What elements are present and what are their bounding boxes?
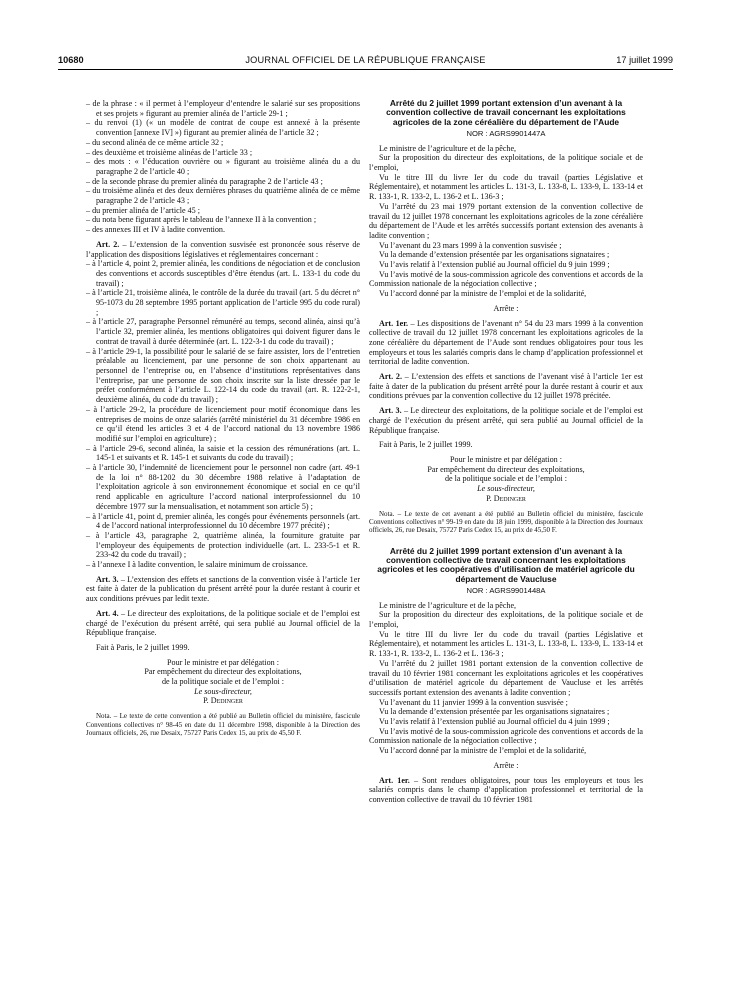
- article-label: Art. 1er.: [379, 775, 410, 785]
- paragraph: Vu l’avis relatif à l’extension publié au Journal officiel du 4 juin 1999 ;: [379, 717, 610, 727]
- article-3: [369, 406, 643, 435]
- signature-line: Par empêchement du directeur des exploitations,: [427, 464, 585, 474]
- right-column: [369, 99, 643, 805]
- arrete-vaucluse: [369, 547, 643, 805]
- article-1: [369, 776, 643, 805]
- article-label: Art. 3.: [96, 574, 119, 584]
- list-item: – à l’article 4, point 2, premier alinéa, les conditions de négociation et de conclusion des conventions et accords susceptibles d’être étendus (art. L. 133-1 du code du travail) ;: [86, 259, 360, 288]
- article-3: [86, 575, 360, 604]
- list-item: – à l’article 21, troisième alinéa, le contrôle de la durée du travail (art. 5 du décret n° 95-1073 du 28 septembre 1995 portant application de l’article 995 du code rural) ;: [86, 288, 360, 317]
- paragraph: Vu le titre III du livre Ier du code du travail (parties Législative et Réglementaire), et notamment les articles L. 131-3, L. 133-8, L. 133-9, L. 133-14 et R. 133-1, R. 133-2, L. 136-2 et L. 136-3 ;: [369, 172, 643, 202]
- article-label: Art. 2.: [379, 372, 402, 382]
- paragraph: Vu l’accord donné par la ministre de l’emploi et de la solidarité,: [379, 289, 587, 299]
- paragraph: Vu la demande d’extension présentée par les organisations signataires ;: [379, 707, 610, 717]
- list-item: – des deuxième et troisième alinéas de l’article 33 ;: [86, 147, 253, 157]
- nor-reference: NOR : AGRS9901447A: [466, 128, 546, 138]
- list-item: – à l’annexe I à ladite convention, le salaire minimum de croissance.: [86, 560, 308, 570]
- journal-title: JOURNAL OFFICIEL DE LA RÉPUBLIQUE FRANÇAISE: [245, 55, 486, 65]
- page-number: 10680: [58, 55, 84, 65]
- signatory-name: P. Dedinger: [203, 696, 243, 706]
- arrete-heading: Arrête :: [493, 303, 519, 313]
- article-text: – L’extension des effets et sanctions de l’avenant visé à l’article 1er est faite à dater de la publication du présent arrêté pour la durée restant à courir et aux conditions prévues par la convention collective du 12 juillet 1978 précitée.: [369, 372, 643, 401]
- list-item: – à l’article 29-6, second alinéa, la saisie et la cession des rémunérations (art. L. 145-1 et suivants et R. 145-1 et suivants du code du travail) ;: [86, 443, 360, 463]
- done-at: Fait à Paris, le 2 juillet 1999.: [379, 440, 473, 450]
- list-item: – des annexes III et IV à ladite convention.: [86, 225, 225, 235]
- nor-reference: NOR : AGRS9901448A: [466, 585, 546, 595]
- article-label: Art. 1er.: [379, 318, 409, 328]
- exclusions-list: [86, 99, 360, 235]
- paragraph: Vu l’arrêté du 2 juillet 1981 portant extension de la convention collective de travail du 10 février 1981 concernant les exploitations agricoles et les coopératives d’utilisation de matériel agricole du département de Vaucluse et les arrêtés successifs portant extension des avenants à ladite convention ;: [369, 658, 643, 697]
- article-text: – Les dispositions de l’avenant n° 54 du 23 mars 1999 à la convention collective de travail du 12 juillet 1978 concernant les exploitations agricoles de la zone céréalière du département de l’Aude sont rendues obligatoires pour tous les employeurs et tous les salariés compris dans le champ d’application professionnel et territorial de ladite convention.: [369, 318, 643, 367]
- paragraph: Vu la demande d’extension présentée par les organisations signataires ;: [379, 250, 610, 260]
- paragraph: Sur la proposition du directeur des exploitations, de la politique sociale et de l’emploi,: [369, 153, 643, 172]
- list-item: – des mots : « l’éducation ouvrière ou » figurant au troisième alinéa du a du paragraphe 2 de l’article 40 ;: [86, 157, 360, 176]
- arrete-heading: Arrête :: [493, 760, 519, 770]
- article-text: – Sont rendues obligatoires, pour tous les employeurs et tous les salariés compris dans le champ d’application professionnel et territorial de la convention collective de travail du 10 février 1981: [369, 775, 643, 804]
- arrete-aude: [369, 99, 643, 535]
- article-text: – L’extension de la convention susvisée est prononcée sous réserve de l’application des dispositions législatives et réglementaires concernant :: [86, 239, 360, 259]
- arrete-title: Arrêté du 2 juillet 1999 portant extension d’un avenant à la convention collective de travail concernant les exploitations agricoles de la zone céréalière du département de l’Aude: [386, 98, 626, 127]
- list-item: – à l’article 41, point d, premier alinéa, les congés pour événements personnels (art. 4 de l’accord national interprofessionnel du 10 décembre 1977 précité) ;: [86, 511, 360, 531]
- list-item: – du second alinéa de ce même article 32 ;: [86, 137, 224, 147]
- paragraph: Sur la proposition du directeur des exploitations, de la politique sociale et de l’emploi,: [369, 610, 643, 630]
- article-label: Art. 4.: [96, 608, 119, 618]
- article-2: [86, 240, 360, 259]
- signatory-title: Le sous-directeur,: [194, 686, 252, 696]
- list-item: – de la phrase : « il permet à l’employeur d’entendre le salarié sur ses propositions et ses projets » figurant au premier alinéa de l’article 29-1 ;: [86, 99, 360, 118]
- paragraph: Vu l’accord donné par la ministre de l’emploi et de la solidarité,: [379, 746, 587, 756]
- signatory-name: P. Dedinger: [486, 493, 526, 503]
- paragraph: Le ministre de l’agriculture et de la pêche,: [379, 600, 517, 610]
- signature-line: de la politique sociale et de l’emploi :: [444, 474, 568, 484]
- paragraph: Vu l’arrêté du 23 mai 1979 portant extension de la convention collective de travail du 12 juillet 1978 concernant les exploitations agricoles de la zone céréalière du département de l’Aude et les arrêtés successifs portant extension des avenants à ladite convention ;: [369, 201, 643, 240]
- list-item: – à l’article 29-1, la possibilité pour le salarié de se faire assister, lors de l’entretien préalable au licenciement, par une personne de son choix appartenant au personnel de l’entreprise ou, en l’absence d’institutions représentatives dans l’entreprise, par une personne de son choix inscrite sur la liste dressée par le préfet conformément à l’article L. 122-14 du code du travail (art. R. 122-2-1, deuxième alinéa, du code du travail) ;: [86, 346, 360, 405]
- article-text: – Le directeur des exploitations, de la politique sociale et de l’emploi est chargé de l’exécution du présent arrêté, qui sera publié au Journal officiel de la République française.: [369, 406, 643, 435]
- article-4: [86, 609, 360, 638]
- signature-line: Pour le ministre et par délégation :: [450, 454, 562, 464]
- header-rule: [58, 69, 673, 70]
- paragraph: Vu l’avis relatif à l’extension publié au Journal officiel du 9 juin 1999 ;: [379, 260, 610, 270]
- article-text: – Le directeur des exploitations, de la politique sociale et de l’emploi est chargé de l’exécution du présent arrêté, qui sera publié au Journal officiel de la République française.: [86, 608, 360, 638]
- list-item: – du nota bene figurant après le tableau de l’annexe II à la convention ;: [86, 215, 317, 225]
- paragraph: Vu l’avenant du 11 janvier 1999 à la convention susvisée ;: [379, 697, 568, 707]
- signature-line: Pour le ministre et par délégation :: [167, 657, 279, 667]
- list-item: – à l’article 43, paragraphe 2, quatrième alinéa, la fourniture gratuite par l’employeur des équipements de protection individuelle (art. L. 233-5-1 et R. 233-42 du code du travail) ;: [86, 530, 360, 560]
- publication-note: Nota. – Le texte de cette convention a été publié au Bulletin officiel du ministère, fascicule Conventions collectives n° 98-45 en date du 11 décembre 1998, disponible à la Direction des Journaux officiels, 26, rue Desaix, 75727 Paris Cedex 15, au prix de 45,50 F.: [86, 712, 360, 737]
- article-1: [369, 319, 643, 368]
- arrete-title: Arrêté du 2 juillet 1999 portant extension d’un avenant à la convention collective de travail concernant les exploitations agricoles et les coopératives d’utilisation de matériel agricole du département de Vaucluse: [377, 545, 635, 584]
- signature-line: Par empêchement du directeur des exploitations,: [144, 667, 302, 677]
- paragraph: Vu l’avis motivé de la sous-commission agricole des conventions et accords de la Commission nationale de la négociation collective ;: [369, 269, 643, 289]
- list-item: – à l’article 27, paragraphe Personnel rémunéré au temps, second alinéa, ainsi qu’à l’article 32, premier alinéa, les mentions obligatoires qui doivent figurer dans le contrat de travail à durée déterminée (art. L. 122-3-1 du code du travail) ;: [86, 317, 360, 346]
- list-item: – du renvoi (1) (« un modèle de contrat de coupe est annexé à la présente convention [annexe IV] ») figurant au premier alinéa de l’article 32 ;: [86, 118, 360, 138]
- done-at: Fait à Paris, le 2 juillet 1999.: [96, 642, 190, 652]
- paragraph: Vu l’avis motivé de la sous-commission agricole des conventions et accords de la Commission nationale de la négociation collective ;: [369, 726, 643, 746]
- signature-line: de la politique sociale et de l’emploi :: [161, 677, 285, 687]
- paragraph: Vu le titre III du livre Ier du code du travail (parties Législative et Réglementaire), et notamment les articles L. 131-3, L. 133-8, L. 133-9, L. 133-14 et R. 133-1, R. 133-2, L. 136-2 et L. 136-3 ;: [369, 629, 643, 659]
- article-text: – L’extension des effets et sanctions de la convention visée à l’article 1er est faite à dater de la publication du présent arrêté pour la durée restant à courir et aux conditions prévues par ledit texte.: [86, 574, 361, 604]
- article-2: [369, 372, 643, 401]
- signatory-title: Le sous-directeur,: [477, 484, 535, 494]
- article-label: Art. 2.: [96, 239, 120, 249]
- issue-date: 17 juillet 1999: [616, 55, 673, 65]
- paragraph: Le ministre de l’agriculture et de la pêche,: [379, 143, 517, 153]
- left-column: [86, 99, 360, 737]
- paragraph: Vu l’avenant du 23 mars 1999 à la convention susvisée ;: [379, 240, 562, 250]
- list-item: – à l’article 30, l’indemnité de licenciement pour le personnel non cadre (art. 49-1 de la loi n° 88-1202 du 30 décembre 1988 relative à l’adaptation de l’exploitation agricole à son environnement économique et social en ce qu’il rend applicable en agriculture l’accord national interprofessionnel du 10 décembre 1977 sur la mensualisation, et notamment son article 5) ;: [86, 463, 360, 511]
- list-item: – du premier alinéa de l’article 45 ;: [86, 205, 200, 215]
- page-header: [58, 53, 673, 69]
- list-item: – du troisième alinéa et des deux dernières phrases du quatrième alinéa de ce même paragraphe 2 de l’article 43 ;: [86, 186, 360, 206]
- list-item: – de la seconde phrase du premier alinéa du paragraphe 2 de l’article 43 ;: [86, 176, 323, 186]
- reserves-list: [86, 259, 360, 570]
- list-item: – à l’article 29-2, la procédure de licenciement pour motif économique dans les entreprises de moins de onze salariés (arrêté ministériel du 31 décembre 1986 en ce qu’il étend les articles 3 et 4 de l’accord national du 13 novembre 1986 modifié sur l’emploi en agriculture) ;: [86, 404, 360, 443]
- publication-note: Nota. – Le texte de cet avenant a été publié au Bulletin officiel du ministère, fascicule Conventions collectives n° 99-19 en date du 18 juin 1999, disponible à la Direction des Journaux officiels, 26, rue Desaix, 75727 Paris Cedex 15, au prix de 45,50 F.: [369, 509, 643, 535]
- article-label: Art. 3.: [379, 406, 402, 416]
